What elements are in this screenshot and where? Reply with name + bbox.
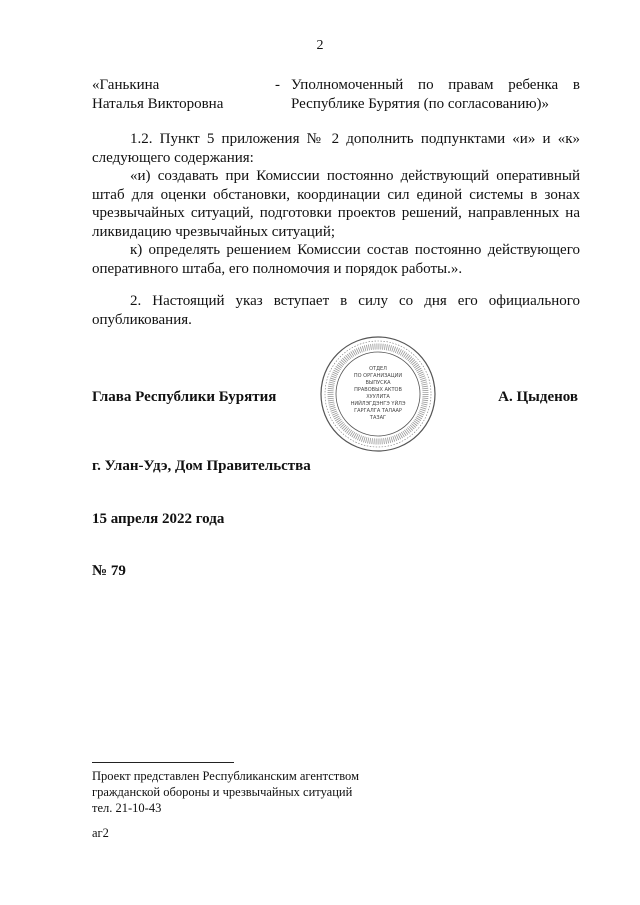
svg-text:ХУУЛИТА: ХУУЛИТА [366,394,390,400]
svg-text:ВЫПУСКА: ВЫПУСКА [365,380,391,386]
svg-text:ОТДЕЛ: ОТДЕЛ [369,366,387,372]
appointee-name [92,76,262,114]
paragraph-1-2: 1.2. Пункт 5 приложения № 2 дополнить подпунктами «и» и «к» следующего содержания: [92,131,580,166]
footnote-line-1: Проект представлен Республиканским агентством [92,769,359,783]
official-seal [318,334,438,454]
appointee-given-names: Наталья Викторовна [92,96,224,112]
signatory-position: Глава Республики Бурятия [92,389,277,405]
subparagraph-i: «и) создавать при Комиссии постоянно действующий оперативный штаб для оценки обстановки, координации сил единой системы в зонах чрезвычайных ситуаций, подготовки проектов решений, направленных на ликвидацию чрезвычайных ситуаций; [92,168,580,240]
issue-place: г. Улан-Удэ, Дом Правительства [92,458,311,474]
signatory-name: А. Цыденов [498,389,578,405]
footnote-phone: тел. 21-10-43 [92,801,162,815]
paragraph-2: 2. Настоящий указ вступает в силу со дня его официального опубликования. [92,293,580,328]
appointee-dash: - [275,77,280,93]
decree-number: № 79 [92,563,126,579]
footnote-divider [92,762,234,763]
footnote [92,768,412,816]
document-code: аг2 [92,826,109,840]
page-number: 2 [316,38,324,53]
svg-text:ГАРГАЛГА ТАЛААР: ГАРГАЛГА ТАЛААР [354,408,402,414]
decree-body [92,130,580,329]
svg-text:ТАЗАГ: ТАЗАГ [369,415,387,421]
svg-text:ПО ОРГАНИЗАЦИИ: ПО ОРГАНИЗАЦИИ [353,373,403,379]
appointee-role: Уполномоченный по правам ребенка в Республике Бурятия (по согласованию)» [291,77,580,112]
subparagraph-k: к) определять решением Комиссии состав постоянно действующего оперативного штаба, его полномочия и порядок работы.». [92,242,580,277]
svg-text:НИЙЛЭГДЭНГЭ ҮЙЛЭ: НИЙЛЭГДЭНГЭ ҮЙЛЭ [350,401,406,407]
issue-date: 15 апреля 2022 года [92,511,225,527]
svg-text:ПРАВОВЫХ АКТОВ: ПРАВОВЫХ АКТОВ [354,387,402,393]
footnote-line-2: гражданской обороны и чрезвычайных ситуаций [92,785,353,799]
appointee-surname: «Ганькина [92,77,160,93]
